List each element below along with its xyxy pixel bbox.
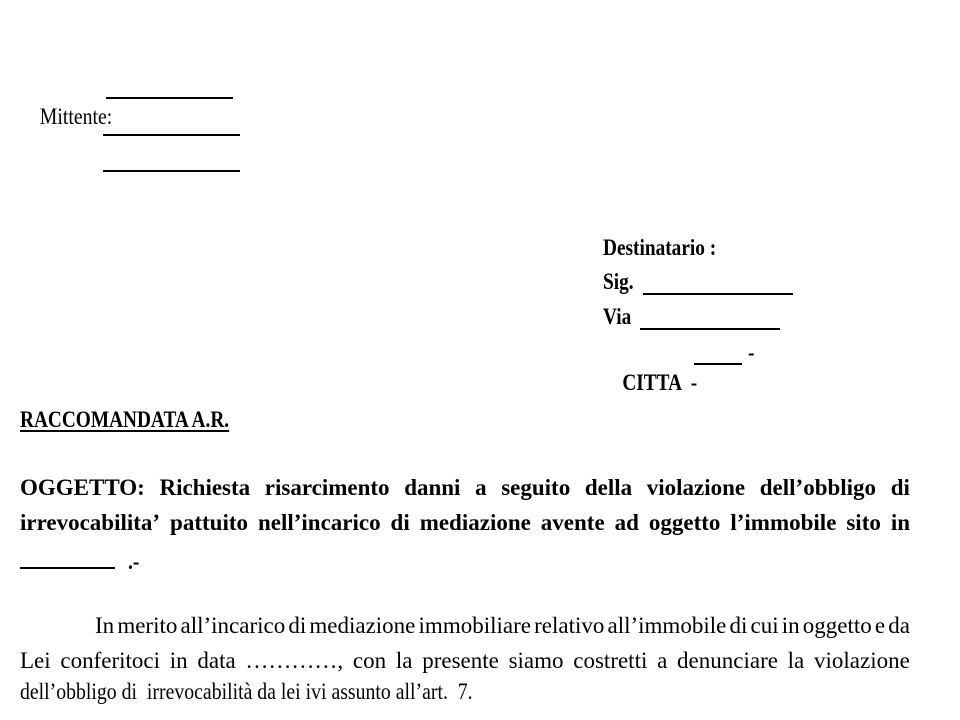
sender-label: Mittente:: [39, 104, 113, 129]
word: all’incarico: [180, 613, 286, 638]
word: pattuito: [170, 510, 248, 535]
word: immobiliare: [418, 613, 531, 638]
subject-label: OGGETTO:: [20, 475, 145, 500]
word: all’immobile: [607, 613, 727, 638]
mail-type-heading: RACCOMANDATA A.R.: [20, 407, 230, 432]
word: di: [729, 613, 748, 638]
subject-tail: .-: [128, 549, 140, 574]
word: violazione: [814, 648, 910, 673]
sender-blank-2[interactable]: [103, 134, 240, 136]
word: cui: [750, 613, 779, 638]
sender-blank-1[interactable]: [106, 97, 233, 99]
word: irrevocabilita’: [20, 510, 161, 535]
word: conferitoci: [60, 648, 161, 673]
word: nell’incarico: [257, 510, 381, 535]
word: presente: [422, 648, 499, 673]
word: mediazione: [419, 510, 531, 535]
word: in: [890, 510, 910, 535]
citta-label: CITTA: [622, 370, 682, 395]
word: di: [288, 613, 307, 638]
word: merito: [117, 613, 178, 638]
subject-line-1: [20, 470, 910, 505]
word: di: [390, 510, 410, 535]
word: oggetto: [648, 510, 721, 535]
word: ad: [614, 510, 639, 535]
word: con: [352, 648, 387, 673]
sender-blank-3[interactable]: [103, 170, 240, 172]
body-line-1: [95, 608, 910, 643]
recipient-citta-label: [603, 338, 697, 428]
word: seguito: [501, 475, 571, 500]
recipient-citta-blank[interactable]: [694, 363, 742, 365]
body-line-3: dell’obbligo di irrevocabilità da lei ivi assunto all’art. 7.: [20, 679, 473, 704]
word: e: [874, 613, 886, 638]
word: Lei: [20, 648, 51, 673]
recipient-heading: Destinatario :: [603, 235, 717, 260]
word: …………,: [245, 648, 344, 673]
word: mediazione: [309, 613, 416, 638]
word: da: [888, 613, 910, 638]
word: la: [787, 648, 805, 673]
word: sito: [846, 510, 881, 535]
recipient-sig-label: Sig.: [603, 269, 634, 294]
word: dell’obbligo: [759, 475, 877, 500]
word: in: [169, 648, 188, 673]
word: a: [657, 648, 668, 673]
word: relativo: [534, 613, 605, 638]
subject-line-2: [20, 505, 910, 540]
word: di: [890, 475, 910, 500]
citta-prefix: -: [690, 370, 698, 395]
recipient-via-label: Via: [603, 304, 632, 329]
word: costretti: [573, 648, 648, 673]
word: data: [197, 648, 236, 673]
word: oggetto: [802, 613, 872, 638]
word: danni: [404, 475, 461, 500]
word: siamo: [508, 648, 564, 673]
word: denunciare: [677, 648, 778, 673]
word: avente: [540, 510, 605, 535]
word: Richiesta: [159, 475, 251, 500]
word: risarcimento: [264, 475, 390, 500]
recipient-sig-blank[interactable]: [643, 293, 793, 295]
citta-suffix: -: [748, 340, 755, 365]
recipient-via-blank[interactable]: [640, 328, 780, 330]
word: in: [781, 613, 800, 638]
sender-line: [20, 72, 112, 162]
word: a: [475, 475, 487, 500]
subject-location-blank[interactable]: [20, 567, 115, 569]
word: l’immobile: [730, 510, 837, 535]
body-line-2: [20, 643, 910, 678]
word: violazione: [646, 475, 746, 500]
word: la: [395, 648, 413, 673]
word: della: [584, 475, 633, 500]
word: In: [95, 613, 115, 638]
